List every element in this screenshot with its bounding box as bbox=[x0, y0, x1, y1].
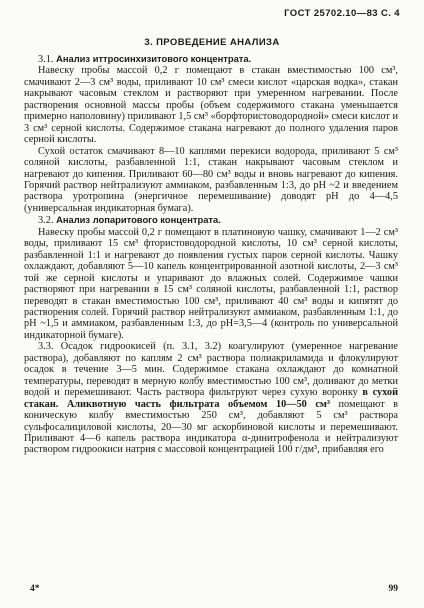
signature-mark: 4* bbox=[30, 584, 40, 594]
subsection-heading-3-2 bbox=[24, 214, 398, 226]
section-title: 3. ПРОВЕДЕНИЕ АНАЛИЗА bbox=[144, 37, 280, 48]
page-number: 99 bbox=[388, 584, 398, 594]
subsection-number: 3.2. bbox=[38, 215, 54, 227]
paragraph: Навеску пробы массой 0,2 г помещают в стакан вместимостью 100 см³, смачивают 2—3 см³ воды, приливают 10 см³ смеси кислот «царская водка», стакан накрывают часовым стеклом и растворяют при умеренном нагревании. После растворения основной массы пробы (объем содержимого стакана уменьшается примерно наполовину) приливают 1,5 см³ «борфтористоводородной» смеси кислот и 3 см³ серной кислоты. Содержимое стакана нагревают до полного удаления паров серной кислоты. bbox=[24, 65, 398, 146]
text-run: 3.3. Осадок гидроокисей (п. 3.1, 3.2) коагулируют (умеренное нагревание раствора), добавляют по каплям 2 см³ раствора полиакриламида и флокулируют осадок в течение 3—5 мин. Содержимое стакана охлаждают до комнатной температуры, переводят в мерную колбу вместимостью 100 см³, доливают до метки водой и перемешивают. Часть раствора фильтруют через сухую воронку bbox=[24, 341, 398, 399]
subsection-heading-3-1 bbox=[24, 53, 398, 65]
bold-text-run: в сухой стакан. Аликвотную часть фильтрата объемом 10—50 см³ bbox=[24, 387, 398, 410]
paragraph: Сухой остаток смачивают 8—10 каплями перекиси водорода, приливают 5 см³ соляной кислоты, разбавленной 1:1, стакан накрывают часовым стеклом и нагревают до кипения. Приливают 60—80 см³ воды и вновь нагревают до кипения. Горячий раствор нейтрализуют аммиаком, разбавленным 1:3, до рН ~2 и введением раствора уротропина (энергичное перемешивание) доводят рН до 4—4,5 (универсальная индикаторная бумага). bbox=[24, 145, 398, 214]
subsection-title: Анализ иттросинхизитового концентрата. bbox=[56, 53, 252, 64]
paragraph-3-3 bbox=[24, 341, 398, 456]
subsection-title: Анализ лопаритового концентрата. bbox=[56, 214, 221, 226]
text-run: помещают в коническую колбу вместимостью 250 см³, добавляют 5 см³ раствора сульфосалициловой кислоты, 20—30 мг аскорбиновой кислоты и перемешивают. Приливают 4—6 капель раствора индикатора α-динитрофенола и нейтрализуют раствором гидроокиси натрия с массовой концентрацией 100 г/дм³, прибавляя его bbox=[24, 398, 398, 456]
standard-header: ГОСТ 25702.10—83 С. 4 bbox=[284, 8, 400, 19]
subsection-number: 3.1. bbox=[38, 54, 54, 65]
document-body bbox=[24, 53, 398, 456]
paragraph: Навеску пробы массой 0,2 г помещают в платиновую чашку, смачивают 1—2 см³ воды, приливают 15 см³ фтористоводородной кислоты, 10 см³ серной кислоты, разбавленной 1:1 и нагревают до появления густых паров серной кислоты. Чашку охлаждают, добавляют 5—10 капель концентрированной азотной кислоты, 2—3 см³ той же серной кислоты и упаривают до влажных солей. Содержимое чашки растворяют при нагревании в 15 см³ соляной кислоты, разбавленной 1:1, раствор переводят в стакан вместимостью 100 см³, приливают 40 см³ воды и кипятят до растворения солей. Горячий раствор нейтрализуют аммиаком, разбавленным 1:1, до рН ~1,5 и аммиаком, разбавленным 1:3, до рН=3,5—4 (контроль по универсальной индикаторной бумаге). bbox=[24, 226, 398, 341]
